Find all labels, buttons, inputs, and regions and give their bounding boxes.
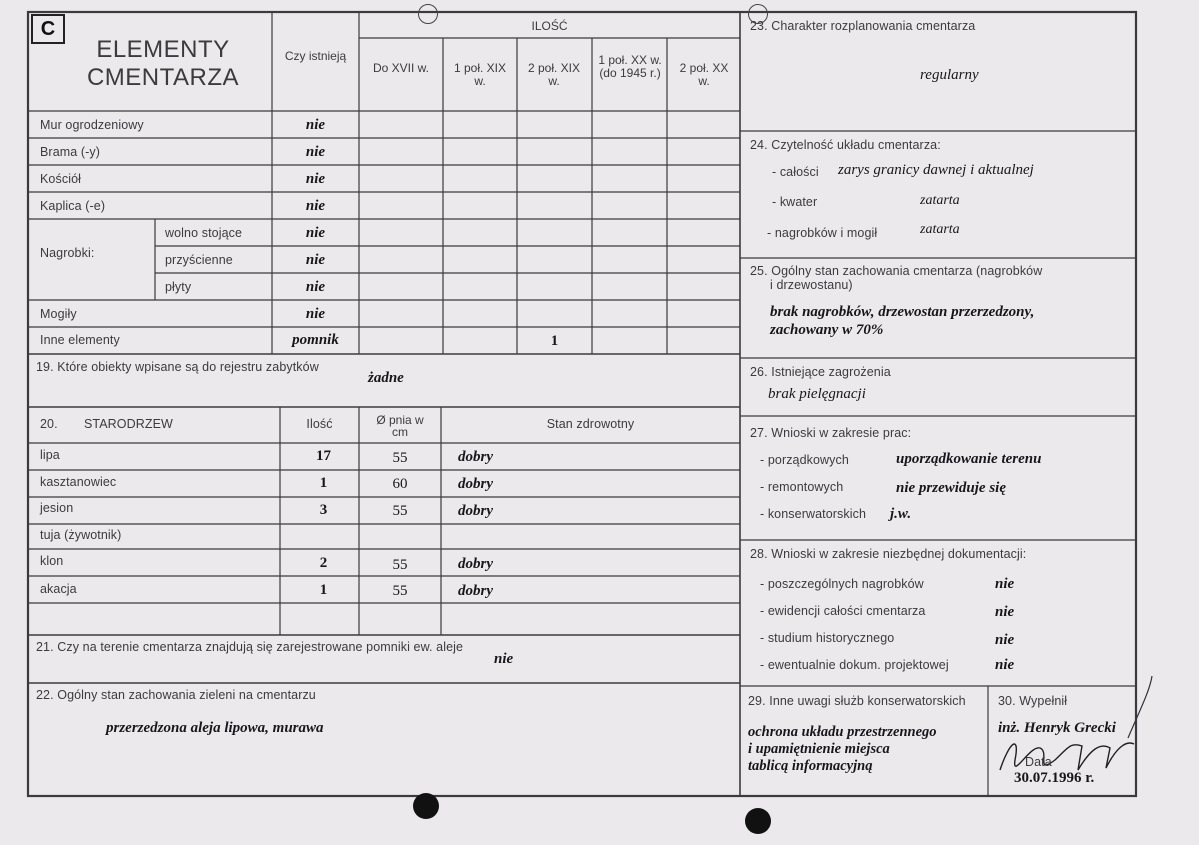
q27-item-label: - remontowych bbox=[760, 480, 844, 494]
tree-name: lipa bbox=[40, 448, 60, 462]
element-exists-value: nie bbox=[305, 171, 326, 187]
q24-label: 24. Czytelność układu cmentarza: bbox=[750, 138, 941, 152]
q25-label: 25. Ogólny stan zachowania cmentarza (nagrobków bbox=[750, 264, 1043, 278]
q28-label: 28. Wnioski w zakresie niezbędnej dokumentacji: bbox=[750, 547, 1027, 561]
signature-scribble bbox=[1000, 743, 1134, 770]
q24-item-label: - całości bbox=[772, 165, 819, 179]
period-header: 2 poł. XX w. bbox=[679, 61, 729, 88]
q27-item-label: - konserwatorskich bbox=[760, 507, 866, 521]
element-exists-value: pomnik bbox=[292, 332, 339, 348]
tree-count: 3 bbox=[319, 502, 328, 518]
q27-item-value: j.w. bbox=[890, 506, 912, 522]
q20-health-header: Stan zdrowotny bbox=[546, 417, 635, 431]
punch-hole-icon bbox=[745, 808, 771, 834]
tombstones-group-label: Nagrobki: bbox=[40, 246, 95, 260]
q28-item-value: nie bbox=[995, 657, 1015, 673]
section-title-line2: CMENTARZA bbox=[86, 64, 240, 91]
q27-label: 27. Wnioski w zakresie prac: bbox=[750, 426, 912, 440]
q27-item-label: - porządkowych bbox=[760, 453, 849, 467]
tree-name: jesion bbox=[40, 501, 74, 515]
element-exists-value: nie bbox=[305, 252, 326, 268]
tree-diameter: 55 bbox=[392, 557, 408, 573]
element-exists-value: nie bbox=[305, 279, 326, 295]
tree-diameter: 55 bbox=[392, 503, 408, 519]
q27-item-value: nie przewiduje się bbox=[896, 480, 1007, 496]
q25-label-continued: i drzewostanu) bbox=[770, 278, 853, 292]
q20-number: 20. bbox=[40, 417, 58, 431]
q29-value-line3: tablicą informacyjną bbox=[748, 758, 873, 774]
q28-item-value: nie bbox=[995, 576, 1015, 592]
element-label: Kaplica (-e) bbox=[40, 199, 106, 213]
tree-name: kasztanowiec bbox=[40, 475, 117, 489]
q25-value-line2: zachowany w 70% bbox=[770, 322, 884, 338]
element-label: wolno stojące bbox=[165, 226, 243, 240]
tree-diameter: 60 bbox=[392, 476, 408, 492]
tree-diameter: 55 bbox=[392, 450, 408, 466]
q21-value: nie bbox=[494, 651, 514, 667]
element-label: Mogiły bbox=[40, 307, 77, 321]
q26-label: 26. Istniejące zagrożenia bbox=[750, 365, 891, 379]
q24-item-label: - nagrobków i mogił bbox=[767, 226, 878, 240]
tree-count: 1 bbox=[319, 475, 328, 491]
tree-health: dobry bbox=[458, 476, 493, 492]
tree-name: klon bbox=[40, 554, 64, 568]
element-exists-value: nie bbox=[305, 198, 326, 214]
tree-health: dobry bbox=[458, 503, 493, 519]
q19-value: żadne bbox=[368, 370, 404, 386]
element-exists-value: nie bbox=[305, 144, 326, 160]
tree-count: 17 bbox=[316, 448, 331, 464]
tree-diameter: 55 bbox=[392, 583, 408, 599]
q29-value-line1: ochrona układu przestrzennego bbox=[748, 724, 937, 740]
element-exists-value: nie bbox=[305, 117, 326, 133]
element-label: Inne elementy bbox=[40, 333, 120, 347]
tree-count: 2 bbox=[319, 555, 328, 571]
period-header: 1 poł. XX w. (do 1945 r.) bbox=[598, 53, 662, 80]
q24-item-value: zatarta bbox=[920, 222, 960, 237]
period-header: 1 poł. XIX w. bbox=[453, 61, 507, 88]
q30-name: inż. Henryk Grecki bbox=[998, 720, 1116, 736]
q30-date-label: Data bbox=[1025, 755, 1052, 769]
q19-label: 19. Które obiekty wpisane są do rejestru zabytków bbox=[36, 360, 319, 374]
element-label: przyścienne bbox=[165, 253, 233, 267]
section-title-line1: ELEMENTY bbox=[96, 36, 230, 63]
element-label: Kościół bbox=[40, 172, 81, 186]
card-letter-box: C bbox=[31, 14, 65, 44]
q25-value-line1: brak nagrobków, drzewostan przerzedzony, bbox=[770, 304, 1035, 320]
tree-name: tuja (żywotnik) bbox=[40, 528, 122, 542]
q27-item-value: uporządkowanie terenu bbox=[896, 451, 1042, 467]
q26-value: brak pielęgnacji bbox=[768, 386, 866, 402]
q30-label: 30. Wypełnił bbox=[998, 694, 1068, 708]
element-label: płyty bbox=[165, 280, 192, 294]
period-header: 2 poł. XIX w. bbox=[527, 61, 581, 88]
exists-header: Czy istnieją bbox=[284, 49, 347, 63]
q28-item-label: - studium historycznego bbox=[760, 631, 895, 645]
q23-value: regularny bbox=[920, 67, 979, 83]
tree-health: dobry bbox=[458, 449, 493, 465]
element-count-value: 1 bbox=[550, 333, 559, 349]
q20-title: STARODRZEW bbox=[84, 417, 173, 431]
q24-item-value: zatarta bbox=[920, 193, 960, 208]
element-exists-value: nie bbox=[305, 225, 326, 241]
period-header: Do XVII w. bbox=[372, 61, 430, 75]
q20-diameter-header: Ø pnia w cm bbox=[376, 413, 424, 439]
q28-item-label: - ewidencji całości cmentarza bbox=[760, 604, 926, 618]
q29-label: 29. Inne uwagi służb konserwatorskich bbox=[748, 694, 966, 708]
element-exists-value: nie bbox=[305, 306, 326, 322]
q28-item-value: nie bbox=[995, 604, 1015, 620]
q30-date: 30.07.1996 r. bbox=[1014, 770, 1095, 786]
tree-health: dobry bbox=[458, 583, 493, 599]
q20-count-header: Ilość bbox=[306, 417, 333, 431]
q24-item-value: zarys granicy dawnej i aktualnej bbox=[838, 162, 1034, 178]
q22-label: 22. Ogólny stan zachowania zieleni na cmentarzu bbox=[36, 688, 316, 702]
q28-item-label: - poszczególnych nagrobków bbox=[760, 577, 924, 591]
q28-item-label: - ewentualnie dokum. projektowej bbox=[760, 658, 949, 672]
punch-hole-icon bbox=[413, 793, 439, 819]
element-label: Brama (-y) bbox=[40, 145, 101, 159]
tree-health: dobry bbox=[458, 556, 493, 572]
element-label: Mur ogrodzeniowy bbox=[40, 118, 144, 132]
tree-name: akacja bbox=[40, 582, 77, 596]
q21-label: 21. Czy na terenie cmentarza znajdują się zarejestrowane pomniki ew. aleje bbox=[36, 640, 464, 654]
q29-value-line2: i upamiętnienie miejsca bbox=[748, 741, 890, 757]
q23-label: 23. Charakter rozplanowania cmentarza bbox=[750, 19, 976, 33]
quantity-header: ILOŚĆ bbox=[531, 19, 568, 33]
q24-item-label: - kwater bbox=[772, 195, 818, 209]
q28-item-value: nie bbox=[995, 632, 1015, 648]
q22-value: przerzedzona aleja lipowa, murawa bbox=[106, 720, 324, 736]
tree-count: 1 bbox=[319, 582, 328, 598]
